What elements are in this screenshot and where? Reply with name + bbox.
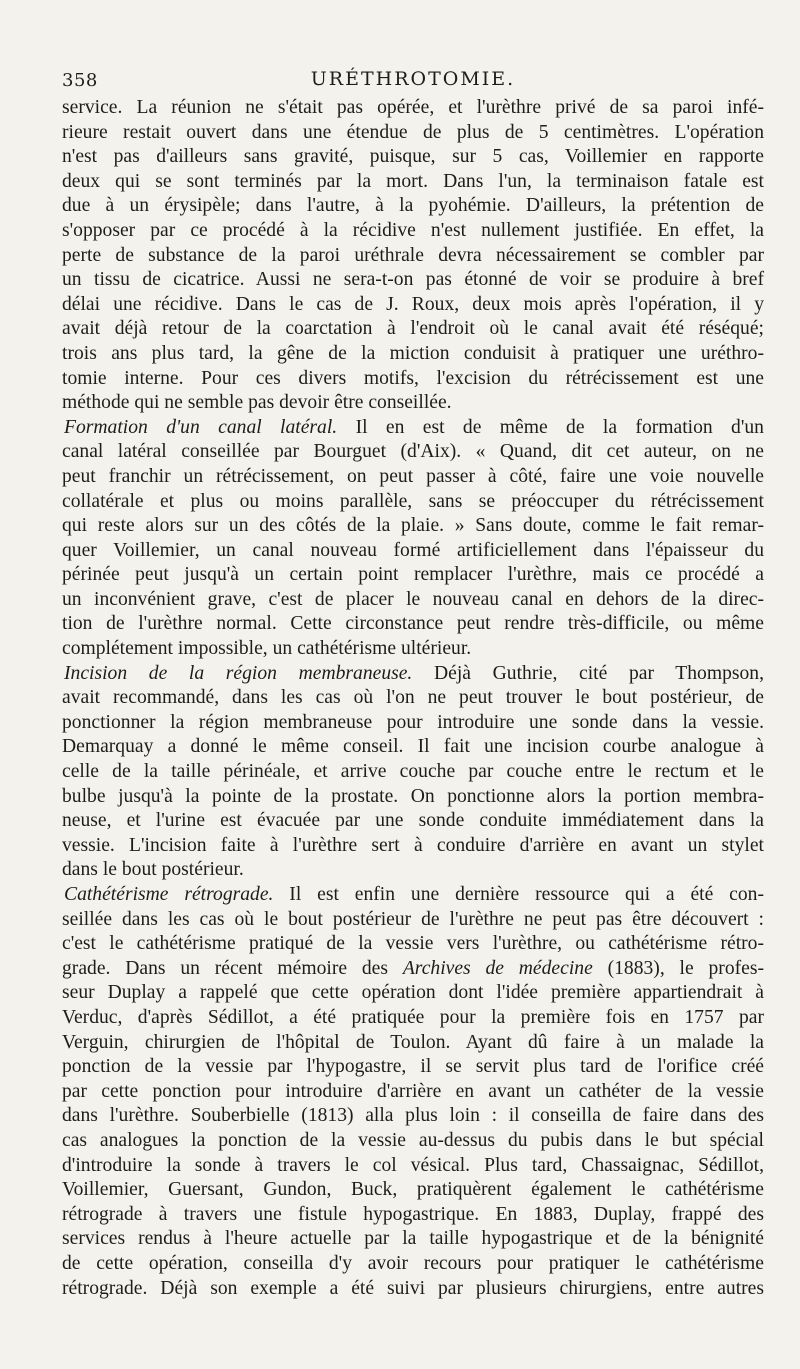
text-line [62, 440, 764, 465]
text-line [62, 317, 764, 342]
line-text: c'est le cathétérisme pratiqué de la vessie vers l'urèthre, ou cathétérisme rétro- [62, 933, 764, 955]
line-text: dans le bout postérieur. [62, 859, 244, 881]
text-line [62, 1006, 764, 1031]
text-line [62, 342, 764, 367]
paragraph-lead-line [62, 662, 764, 687]
text-line [62, 1277, 764, 1302]
line-text: rétrograde à travers une fistule hypogastrique. En 1883, Duplay, frappé des [62, 1203, 764, 1225]
text-line [62, 96, 764, 121]
text-line [62, 1252, 764, 1277]
text-line [62, 908, 764, 933]
line-text: ponctionner la région membraneuse pour introduire une sonde dans la vessie. [62, 711, 764, 733]
line-text: qui reste alors sur un des côtés de la plaie. » Sans doute, comme le fait remar- [62, 515, 764, 537]
text-line [62, 293, 764, 318]
line-text: collatérale et plus ou moins parallèle, sans se préoccuper du rétrécissement [62, 490, 764, 512]
text-line [62, 563, 764, 588]
text-line [62, 121, 764, 146]
text-line [62, 219, 764, 244]
line-text: bulbe jusqu'à la pointe de la prostate. On ponctionne alors la portion membra- [62, 785, 764, 807]
line-text: s'opposer par ce procédé à la récidive n'est nullement justifiée. En effet, la [62, 219, 764, 241]
line-text: avait déjà retour de la coarctation à l'endroit où le canal avait été réséqué; [62, 318, 764, 340]
section-heading: Cathétérisme rétrograde. [64, 884, 274, 905]
line-text: quer Voillemier, un canal nouveau formé artificiellement dans l'épaisseur du [62, 539, 764, 561]
text-line [62, 244, 764, 269]
text-line [62, 539, 764, 564]
text-line [62, 760, 764, 785]
text-line [62, 858, 764, 883]
running-title: URÉTHROTOMIE. [310, 68, 516, 90]
line-text: Verguin, chirurgien de l'hôpital de Toulon. Ayant dû faire à un malade la [62, 1031, 764, 1053]
line-text: méthode qui ne semble pas devoir être conseillée. [62, 392, 452, 414]
line-text: grade. Dans un récent mémoire des [62, 957, 403, 979]
line-text: perte de substance de la paroi uréthrale devra nécessairement se combler par [62, 244, 764, 266]
line-text: complétement impossible, un cathétérisme ultérieur. [62, 638, 472, 660]
line-text: avait recommandé, dans les cas où l'on ne peut trouver le bout postérieur, de [62, 687, 764, 709]
text-line [62, 612, 764, 637]
body-text [62, 96, 764, 1301]
line-text: Verduc, d'après Sédillot, a été pratiquée pour la première fois en 1757 par [62, 1006, 764, 1028]
text-line [62, 145, 764, 170]
line-text: tion de l'urèthre normal. Cette circonstance peut rendre très-difficile, ou même [62, 613, 764, 635]
line-text: un tissu de cicatrice. Aussi ne sera-t-on pas étonné de voir se produire à bref [62, 269, 764, 291]
line-text: services rendus à l'heure actuelle par la taille hypogastrique et de la bénignité [62, 1228, 764, 1250]
section-heading: Incision de la région membraneuse. [64, 662, 413, 684]
section-heading: Formation d'un canal latéral. [64, 416, 338, 438]
text-line [62, 588, 764, 613]
text-line [62, 194, 764, 219]
line-text: par cette ponction pour introduire d'arrière en avant un cathéter de la vessie [62, 1080, 764, 1102]
text-line [62, 465, 764, 490]
line-text: délai une récidive. Dans le cas de J. Roux, deux mois après l'opération, il y [62, 293, 764, 315]
text-line [62, 809, 764, 834]
text-line [62, 367, 764, 392]
text-line [62, 1031, 764, 1056]
line-text: Déjà Guthrie, cité par Thompson, [412, 662, 764, 684]
text-line [62, 268, 764, 293]
text-line [62, 932, 764, 957]
paragraph-lead-line [62, 416, 764, 441]
line-text: Demarquay a donné le même conseil. Il fait une incision courbe analogue à [62, 736, 764, 758]
line-text: peut franchir un rétrécissement, on peut passer à côté, faire une voie nouvelle [62, 465, 764, 487]
line-text: service. La réunion ne s'était pas opérée, et l'urèthre privé de sa paroi infé- [62, 97, 764, 118]
text-line [62, 735, 764, 760]
line-text: un inconvénient grave, c'est de placer le nouveau canal en dehors de la direc- [62, 588, 764, 610]
text-line [62, 170, 764, 195]
text-line [62, 1055, 764, 1080]
text-line [62, 514, 764, 539]
line-text: Voillemier, Guersant, Gundon, Buck, pratiquèrent également le cathétérisme [62, 1179, 764, 1201]
line-text: Il en est de même de la formation d'un [337, 416, 764, 438]
line-text: seillée dans les cas où le bout postérieur de l'urèthre ne peut pas être découvert : [62, 908, 764, 930]
text-line [62, 981, 764, 1006]
text-line [62, 834, 764, 859]
text-line [62, 957, 764, 982]
text-line [62, 711, 764, 736]
line-text: cas analogues la ponction de la vessie au-dessus du pubis dans le but spécial [62, 1129, 764, 1151]
text-line [62, 391, 764, 416]
text-line [62, 1129, 764, 1154]
text-line [62, 637, 764, 662]
line-text: vessie. L'incision faite à l'urèthre sert à conduire d'arrière en avant un stylet [62, 834, 764, 856]
page-number: 358 [62, 70, 98, 91]
text-line [62, 785, 764, 810]
paragraph-lead-line [62, 883, 764, 908]
line-text: celle de la taille périnéale, et arrive couche par couche entre le rectum et le [62, 761, 764, 783]
text-line [62, 1154, 764, 1179]
line-text: n'est pas d'ailleurs sans gravité, puisque, sur 5 cas, Voillemier en rapporte [62, 146, 764, 168]
line-text: ponction de la vessie par l'hypogastre, il se servit plus tard de l'orifice créé [62, 1056, 764, 1078]
line-text: Il est enfin une dernière ressource qui a été con- [273, 884, 764, 905]
text-line [62, 1227, 764, 1252]
text-line [62, 686, 764, 711]
running-head [62, 60, 764, 94]
line-text: trois ans plus tard, la gêne de la miction conduisit à pratiquer une uréthro- [62, 342, 764, 364]
line-text: neuse, et l'urine est évacuée par une sonde conduite immédiatement dans la [62, 810, 764, 832]
line-text: rieure restait ouvert dans une étendue de plus de 5 centimètres. L'opération [62, 121, 764, 143]
line-text: seur Duplay a rappelé que cette opération dont l'idée première appartiendrait à [62, 982, 764, 1004]
line-text: dans l'urèthre. Souberbielle (1813) alla plus loin : il conseilla de faire dans des [62, 1105, 764, 1127]
line-text: périnée peut jusqu'à un certain point remplacer l'urèthre, mais ce procédé a [62, 564, 764, 586]
line-text: d'introduire la sonde à travers le col vésical. Plus tard, Chassaignac, Sédillot, [62, 1154, 764, 1176]
line-text: due à un érysipèle; dans l'autre, à la pyohémie. D'ailleurs, la prétention de [62, 195, 764, 217]
text-line [62, 1178, 764, 1203]
text-line [62, 1080, 764, 1105]
line-text: deux qui se sont terminés par la mort. Dans l'un, la terminaison fatale est [62, 170, 764, 192]
line-text: canal latéral conseillée par Bourguet (d'Aix). « Quand, dit cet auteur, on ne [62, 441, 764, 463]
line-text: rétrograde. Déjà son exemple a été suivi par plusieurs chirurgiens, entre autres [62, 1277, 764, 1299]
text-line [62, 1203, 764, 1228]
text-line [62, 1104, 764, 1129]
line-text: de cette opération, conseilla d'y avoir recours pour pratiquer le cathétérisme [62, 1252, 764, 1274]
text-line [62, 490, 764, 515]
line-text: tomie interne. Pour ces divers motifs, l'excision du rétrécissement est une [62, 367, 764, 389]
journal-title: Archives de médecine [402, 957, 593, 979]
line-text: (1883), le profes- [592, 957, 764, 979]
